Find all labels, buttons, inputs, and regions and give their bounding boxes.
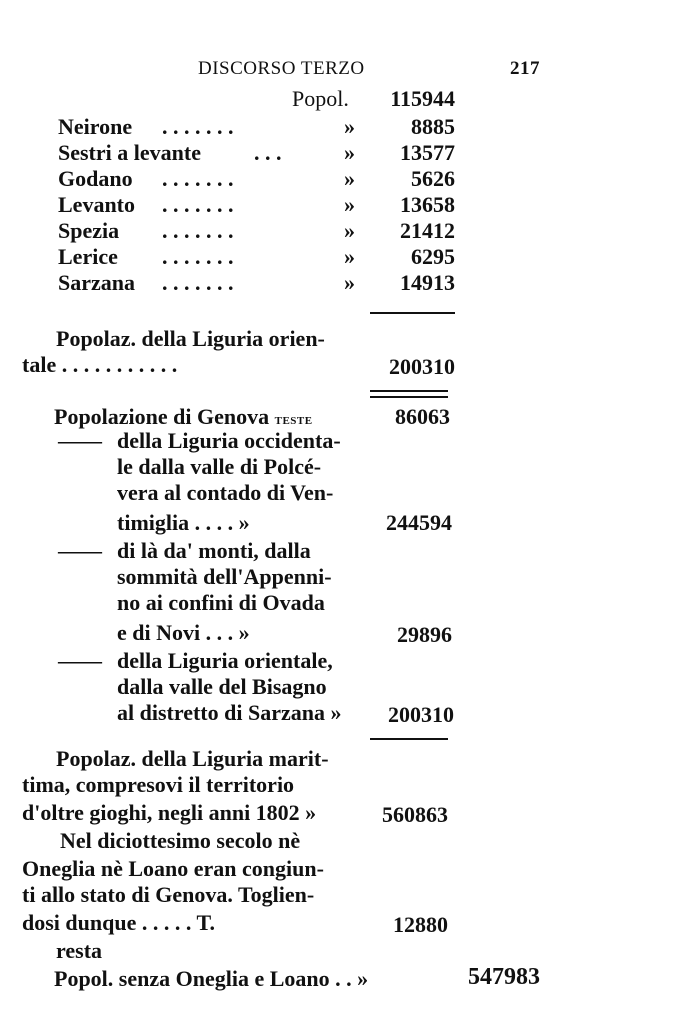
row-value: 21412 [400,218,455,243]
genova-value: 86063 [395,404,450,429]
row-dots: . . . . . . . [162,270,234,295]
row-name: Godano [58,166,133,191]
double-rule-bottom [370,396,448,398]
sum-rule-2 [370,738,448,740]
double-rule-top [370,390,448,392]
row-dots: . . . . . . . [162,114,234,139]
occidentale-dash: —— [58,428,102,453]
row-dots: . . . . . . . [162,166,234,191]
row-mark: » [344,244,355,269]
row-value: 5626 [411,166,455,191]
row-mark: » [344,270,355,295]
note-value: 12880 [393,912,448,937]
row-value: 6295 [411,244,455,269]
monti-line: sommità dell'Appenni- [117,564,332,589]
running-title: DISCORSO TERZO [198,58,365,79]
row-name: Lerice [58,244,118,269]
orientale-value: 200310 [389,354,455,379]
top-total-value: 115944 [390,86,455,111]
occidentale-value: 244594 [386,510,452,535]
row-name: Sestri a levante [58,140,201,165]
note-line: dosi dunque . . . . . T. [22,910,215,935]
row-dots: . . . . . . . [162,192,234,217]
monti-line: e di Novi . . . » [117,620,250,645]
marittima-line: tima, compresovi il territorio [22,772,295,797]
row-name: Sarzana [58,270,135,295]
row-mark: » [344,114,355,139]
orientale2-value: 200310 [388,702,454,727]
occidentale-line: della Liguria occidenta- [117,428,341,453]
note-line: Oneglia nè Loano eran congiun- [22,856,324,881]
monti-line: no ai confini di Ovada [117,590,325,615]
genova-label-text: Popolazione di Genova [54,404,270,429]
row-name: Spezia [58,218,120,243]
row-value: 13658 [400,192,455,217]
row-value: 13577 [400,140,455,165]
occidentale-line: le dalla valle di Polcé- [117,454,322,479]
row-mark: » [344,192,355,217]
row-dots: . . . [254,140,282,165]
row-mark: » [344,218,355,243]
marittima-line: d'oltre gioghi, negli anni 1802 » [22,800,317,825]
note-line: Nel diciottesimo secolo nè [60,828,301,853]
row-mark: » [344,140,355,165]
marittima-line: Popolaz. della Liguria marit- [56,746,329,771]
row-value: 14913 [400,270,455,295]
occidentale-line: timiglia . . . . » [117,510,250,535]
orientale2-line: al distretto di Sarzana » [117,700,342,725]
sum-rule [370,312,455,314]
genova-teste: teste [274,411,313,428]
row-name: Neirone [58,114,133,139]
final-label: Popol. senza Oneglia e Loano . . » [54,966,369,991]
orientale-line1: Popolaz. della Liguria orien- [56,326,325,351]
monti-line: di là da' monti, dalla [117,538,311,563]
orientale-line2: tale . . . . . . . . . . . [22,352,178,377]
resta-label: resta [56,938,103,963]
page-number: 217 [510,58,540,79]
orientale2-line: dalla valle del Bisagno [117,674,327,699]
marittima-value: 560863 [382,802,448,827]
monti-value: 29896 [397,622,452,647]
top-total-label: Popol. [292,86,349,111]
row-dots: . . . . . . . [162,218,234,243]
final-value: 547983 [468,964,540,990]
row-value: 8885 [411,114,455,139]
monti-dash: —— [58,538,102,563]
orientale2-dash: —— [58,648,102,673]
row-mark: » [344,166,355,191]
row-dots: . . . . . . . [162,244,234,269]
occidentale-line: vera al contado di Ven- [117,480,334,505]
row-name: Levanto [58,192,135,217]
note-line: ti allo stato di Genova. Toglien- [22,882,315,907]
orientale2-line: della Liguria orientale, [117,648,333,673]
